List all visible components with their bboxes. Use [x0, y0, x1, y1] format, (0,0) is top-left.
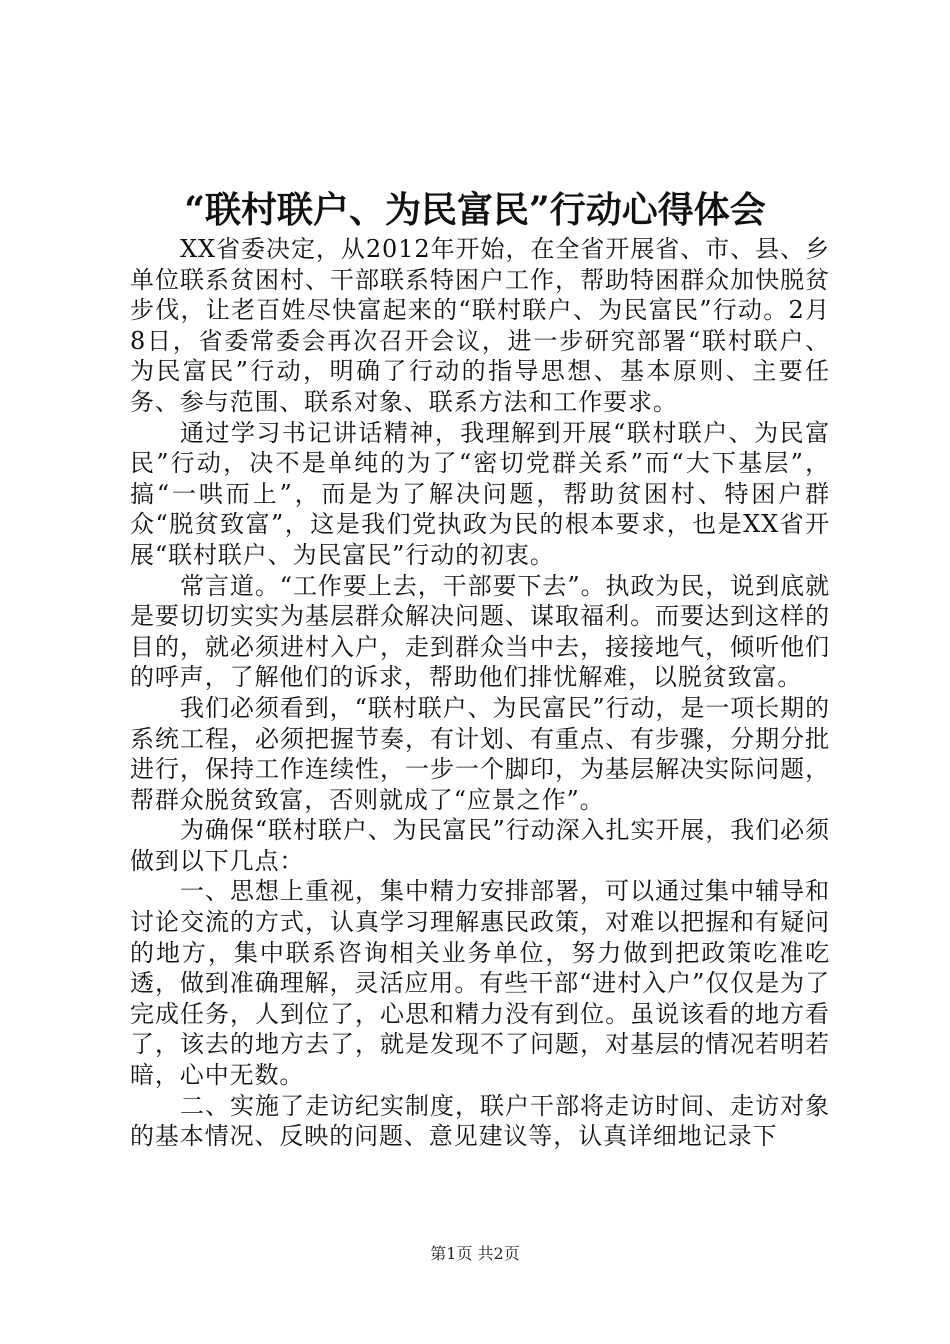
paragraph: 通过学习书记讲话精神，我理解到开展“联村联户、为民富民”行动，决不是单纯的为了“密切党群关系”而“大下基层”，搞“一哄而上”，而是为了解决问题，帮助贫困村、特困户群众“脱贫致富”，这是我们党执政为民的根本要求，也是XX省开展“联村联户、为民富民”行动的初衷。 [130, 418, 830, 569]
page-number-footer: 第1页 共2页 [430, 1244, 520, 1263]
paragraph: 一、思想上重视，集中精力安排部署，可以通过集中辅导和讨论交流的方式，认真学习理解惠民政策，对难以把握和有疑问的地方，集中联系咨询相关业务单位，努力做到把政策吃准吃透，做到准确理解，灵活应用。有些干部“进村入户”仅仅是为了完成任务，人到位了，心思和精力没有到位。虽说该看的地方看了，该去的地方去了，就是发现不了问题，对基层的情况若明若暗，心中无数。 [130, 877, 830, 1090]
paragraph: XX省委决定，从2012年开始，在全省开展省、市、县、乡单位联系贫困村、干部联系特困户工作，帮助特困群众加快脱贫步伐，让老百姓尽快富起来的“联村联户、为民富民”行动。2月8日，省委常委会再次召开会议，进一步研究部署“联村联户、为民富民”行动，明确了行动的指导思想、基本原则、主要任务、参与范围、联系对象、联系方法和工作要求。 [130, 235, 830, 416]
paragraph: 我们必须看到，“联村联户、为民富民”行动，是一项长期的系统工程，必须把握节奏，有计划、有重点、有步骤，分期分批进行，保持工作连续性，一步一个脚印，为基层解决实际问题，帮群众脱贫致富，否则就成了“应景之作”。 [130, 693, 830, 814]
document-title: “联村联户、为民富民”行动心得体会 [184, 189, 766, 231]
paragraph: 常言道。“工作要上去，干部要下去”。执政为民，说到底就是要切切实实为基层群众解决问题、谋取福利。而要达到这样的目的，就必须进村入户，走到群众当中去，接接地气，倾听他们的呼声，了解他们的诉求，帮助他们排忧解难，以脱贫致富。 [130, 571, 830, 692]
paragraph: 二、实施了走访纪实制度，联户干部将走访时间、走访对象的基本情况、反映的问题、意见建议等，认真详细地记录下 [130, 1091, 830, 1151]
document-body [130, 234, 830, 1152]
paragraph: 为确保“联村联户、为民富民”行动深入扎实开展，我们必须做到以下几点： [130, 816, 830, 875]
